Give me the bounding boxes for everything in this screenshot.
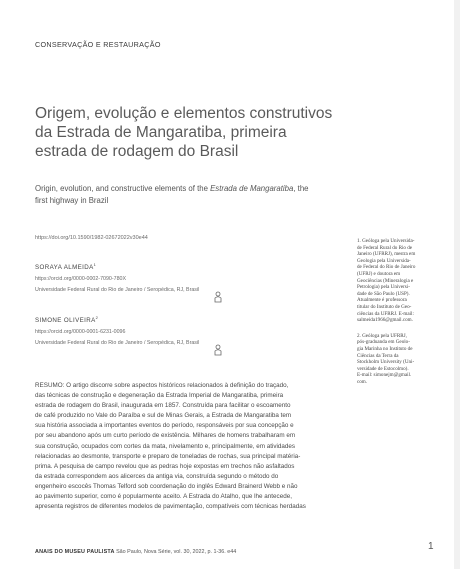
orcid-link[interactable]: https://orcid.org/0000-0002-7090-780X: [35, 276, 126, 283]
author-institution: Universidade Federal Rural do Rio de Janeiro / Seropédica, RJ, Brasil: [35, 340, 200, 347]
abstract-line: RESUMO: O artigo discorre sobre aspectos históricos relacionados à definição do traçado,: [35, 382, 289, 389]
article-title: [35, 104, 355, 161]
author-institution: Universidade Federal Rural do Rio de Janeiro / Seropédica, RJ, Brasil: [35, 287, 200, 294]
creative-commons-icon[interactable]: [213, 344, 223, 356]
english-title: [35, 183, 355, 206]
journal-name: ANAIS DO MUSEU PAULISTA: [35, 549, 115, 555]
abstract-line: ao pavimento superior, como é popularmente aceito. A Estrada do Atalho, que lhe antecede,: [35, 493, 292, 501]
abstract-line: sua história associada a importantes eventos do período, responsáveis por sua concepção e: [35, 422, 294, 430]
title-line: Origem, evolução e elementos construtivos: [35, 105, 333, 122]
abstract-line: engenheiro escocês Thomas Telford sob coordenação do inglês Edward Brainerd Webb e não: [35, 482, 298, 490]
footnote-1: 1. Geóloga pela Universida- de Federal Rural do Rio de Janeiro (UFRRJ), mestra em Geologia pela Universida- de Federal do Rio de Janeiro (UFRJ) e doutora em Geociências (Mineralogia e Petrologia) pela Universi- dade de São Paulo (USP). Atualmente é professora titular do Instituto de Geo- ciências da UFRRJ. E-mail: salmeida1966@gmail.com.: [357, 238, 416, 324]
abstract-line: prima. A pesquisa de campo revelou que as pedras hoje expostas em trechos não asfaltados: [35, 462, 295, 470]
creative-commons-icon[interactable]: [213, 291, 223, 303]
orcid-link[interactable]: https://orcid.org/0000-0001-6231-0096: [35, 329, 126, 336]
english-title-italic: Estrada de Mangaratiba: [210, 184, 294, 193]
title-line: estrada de rodagem do Brasil: [35, 143, 239, 160]
section-label: CONSERVAÇÃO E RESTAURAÇÃO: [35, 40, 161, 49]
author-block: [35, 315, 199, 346]
author-name: SIMONE OLIVEIRA$^2$: [35, 315, 99, 325]
title-line: da Estrada de Mangaratiba, primeira: [35, 124, 287, 141]
page-number: 1: [428, 541, 434, 552]
footnotes: [357, 238, 441, 394]
abstract: [35, 381, 423, 512]
abstract-line: sua construção, ocupados com cortes da mata, nivelamento e, principalmente, em atividades: [35, 442, 296, 450]
footnote-2: 2. Geóloga pela UFRRJ, pós-graduanda em Geolo- gia Marinha no Instituto de Ciências da Terra da Stockholm University (Uni- versidade de Estocolmo). E-mail: simonejm@gmail. com.: [357, 332, 415, 385]
footnote-marker[interactable]: 2: [95, 315, 99, 320]
abstract-line: de café produzido no Vale do Paraíba e sul de Minas Gerais, a Estrada de Mangaratiba tem: [35, 412, 292, 420]
english-title-line: first highway in Brazil: [35, 195, 109, 205]
page-footer: [35, 549, 236, 555]
abstract-line: apresenta registros de diferentes modelos de pavimentação, compatíveis com técnicas herdadas: [35, 503, 306, 511]
footnote-marker[interactable]: 1: [93, 262, 97, 267]
abstract-line: das técnicas de construção e degeneração da Estrada Imperial de Mangaratiba, primeira: [35, 392, 284, 400]
abstract-line: por seu abandono após um curto período de existência. Milhares de homens trabalharam em: [35, 432, 296, 440]
abstract-line: da estrada correspondem aos alicerces da antiga via, construída segundo o método do: [35, 472, 279, 480]
doi-link[interactable]: https://doi.org/10.1590/1982-02672022v30e44: [35, 235, 148, 241]
english-title-line: Origin, evolution, and constructive elements of the Estrada de Mangaratiba, the: [35, 184, 309, 193]
citation: São Paulo, Nova Série, vol. 30, 2022, p. 1-36. e44: [116, 549, 237, 555]
author-block: [35, 262, 199, 293]
author-name: SORAYA ALMEIDA$^1$: [35, 262, 97, 272]
abstract-line: estrada de rodagem do Brasil, inaugurada em 1857. Construída para facilitar o escoamento: [35, 402, 291, 410]
abstract-line: relacionadas ao desmonte, transporte e preparo de toneladas de rochas, sua principal matéria-: [35, 452, 301, 460]
